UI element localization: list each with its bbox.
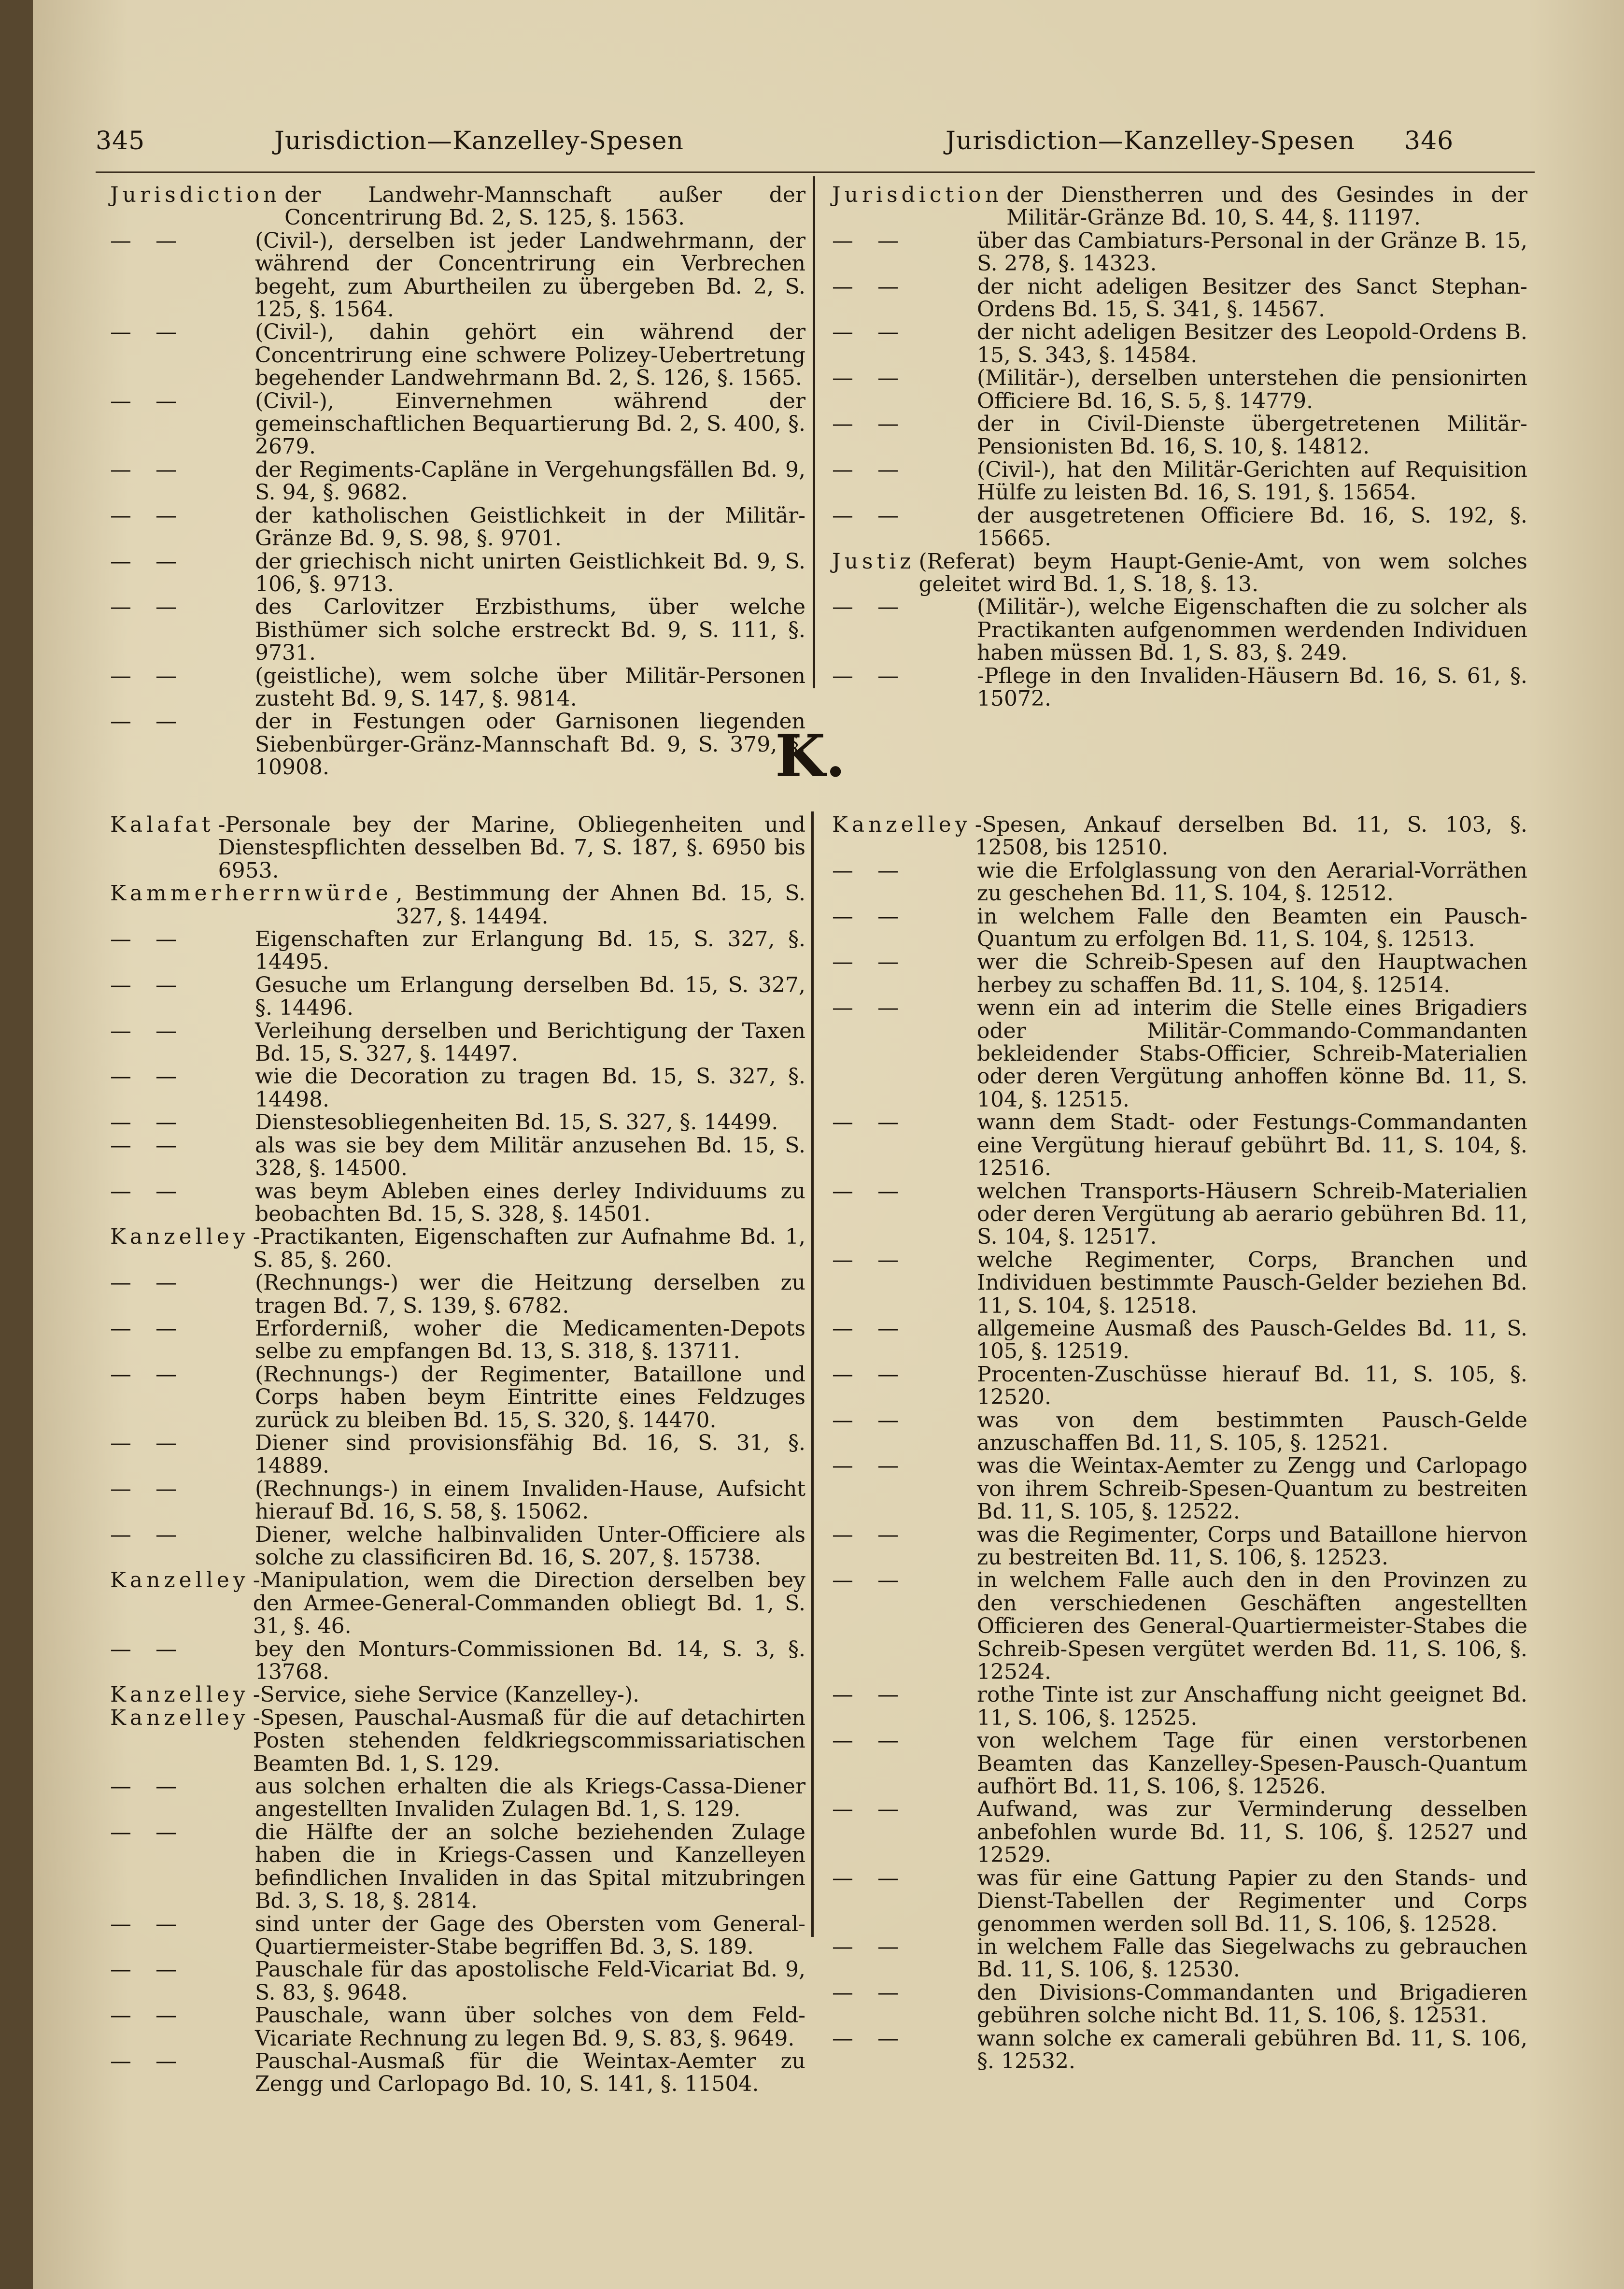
entry-text: (Civil-), dahin gehört ein während der Concentrirung eine schwere Polizey-Uebertretung begehender Landwehrmann Bd. 2, S. 126, §. 1565. (255, 320, 805, 391)
entry-text: welche Regimenter, Corps, Branchen und Individuen bestimmte Pausch-Gelder beziehen Bd. 11, S. 104, §. 12518. (977, 1247, 1527, 1318)
repeat-dash: — — (832, 950, 907, 975)
repeat-dash: — — (110, 1064, 185, 1089)
bottom-column-divider (811, 811, 814, 1937)
entry-text: -Spesen, Pauschal-Ausmaß für die auf detachirten Posten stehenden feldkriegscommissariatischen Beamten Bd. 1, S. 129. (253, 1705, 805, 1776)
repeat-dash: — — (832, 1980, 907, 2005)
repeat-dash: — — (832, 274, 907, 299)
entry-text: in welchem Falle auch den in den Provinzen zu den verschiedenen Geschäften angestellten Officieren des General-Quartiermeister-Stabes die Schreib-Spesen vergütet werden Bd. 11, S. 106, §. 12524. (977, 1568, 1527, 1685)
entry-text: Pauschale, wann über solches von dem Feld-Vicariate Rechnung zu legen Bd. 9, S. 83, §. 9649. (255, 2003, 805, 2051)
entry-text: (Rechnungs-) wer die Heitzung derselben zu tragen Bd. 7, S. 139, §. 6782. (255, 1270, 805, 1318)
repeat-dash: — — (110, 2048, 185, 2074)
index-entry (832, 229, 1527, 275)
entry-text: (Rechnungs-) in einem Invaliden-Hause, Aufsicht hierauf Bd. 16, S. 58, §. 15062. (255, 1476, 805, 1524)
entry-text: Pauschale für das apostolische Feld-Vicariat Bd. 9, S. 83, §. 9648. (255, 1957, 805, 2005)
entry-text: -Pflege in den Invaliden-Häusern Bd. 16, S. 61, §. 15072. (977, 663, 1527, 711)
index-entry (110, 710, 805, 779)
index-entry (832, 1798, 1527, 1866)
entry-text: der in Civil-Dienste übergetretenen Militär-Pensionisten Bd. 16, S. 10, §. 14812. (977, 412, 1527, 459)
index-entry (110, 550, 805, 596)
repeat-dash: — — (832, 995, 907, 1021)
index-entry (832, 905, 1527, 951)
entry-text: rothe Tinte ist zur Anschaffung nicht geeignet Bd. 11, S. 106, §. 12525. (977, 1682, 1527, 1730)
repeat-dash: — — (110, 1362, 185, 1387)
index-entry (110, 1523, 805, 1569)
top-column-divider (813, 176, 815, 688)
index-entry (110, 1569, 805, 1637)
entry-text: wann dem Stadt- oder Festungs-Commandanten eine Vergütung hierauf gebührt Bd. 11, S. 104, §. 12516. (977, 1110, 1527, 1181)
repeat-dash: — — (110, 228, 185, 253)
index-entry (110, 1706, 805, 1775)
index-entry (832, 1569, 1527, 1683)
repeat-dash: — — (832, 457, 907, 482)
index-entry (110, 390, 805, 458)
entry-text: der in Festungen oder Garnisonen liegenden Siebenbürger-Gränz-Mannschaft Bd. 9, S. 379, §. 10908. (255, 709, 805, 780)
entry-text: sind unter der Gage des Obersten vom General-Quartiermeister-Stabe begriffen Bd. 3, S. 189. (255, 1911, 805, 1959)
left-running-title: Jurisdiction—Kanzelley-Spesen (274, 127, 684, 156)
index-entry (110, 321, 805, 389)
index-entry (832, 951, 1527, 996)
entry-text: (Civil-), derselben ist jeder Landwehrmann, der während der Concentrirung ein Verbrechen begeht, zum Aburtheilen zu übergeben Bd. 2, S. 125, §. 1564. (255, 228, 805, 322)
index-entry (110, 1638, 805, 1684)
index-entry (110, 813, 805, 882)
repeat-dash: — — (110, 927, 185, 952)
index-entry (832, 665, 1527, 711)
repeat-dash: — — (832, 858, 907, 883)
index-entry (832, 596, 1527, 664)
index-entry (110, 1775, 805, 1821)
repeat-dash: — — (110, 1911, 185, 1936)
repeat-dash: — — (110, 503, 185, 528)
entry-text: in welchem Falle das Siegelwachs zu gebrauchen Bd. 11, S. 106, §. 12530. (977, 1934, 1527, 1982)
index-entry (832, 1729, 1527, 1798)
repeat-dash: — — (110, 1179, 185, 1204)
index-entry (110, 1225, 805, 1271)
entry-text: der katholischen Geistlichkeit in der Militär-Gränze Bd. 9, S. 98, §. 9701. (255, 503, 805, 551)
entry-text: als was sie bey dem Militär anzusehen Bd. 15, S. 328, §. 14500. (255, 1133, 805, 1181)
left-page-number: 345 (96, 127, 145, 156)
index-entry (832, 275, 1527, 321)
entry-text: , Bestimmung der Ahnen Bd. 15, S. 327, §. 14494. (395, 881, 805, 929)
index-entry (110, 229, 805, 321)
index-entry (832, 184, 1527, 229)
repeat-dash: — — (832, 1453, 907, 1479)
repeat-dash: — — (110, 457, 185, 482)
entry-text: Diener sind provisionsfähig Bd. 16, S. 31, §. 14889. (255, 1430, 805, 1479)
repeat-dash: — — (110, 595, 185, 620)
repeat-dash: — — (832, 1728, 907, 1753)
entry-text: der griechisch nicht unirten Geistlichkeit Bd. 9, S. 106, §. 9713. (255, 549, 805, 597)
index-entry (832, 1454, 1527, 1523)
repeat-dash: — — (110, 1316, 185, 1341)
repeat-dash: — — (832, 1682, 907, 1707)
entry-text: über das Cambiaturs-Personal in der Gränze B. 15, S. 278, §. 14323. (977, 228, 1527, 276)
entry-text: Pauschal-Ausmaß für die Weintax-Aemter zu Zengg und Carlopago Bd. 10, S. 141, §. 11504. (255, 2048, 805, 2097)
entry-text: Gesuche um Erlangung derselben Bd. 15, S. 327, §. 14496. (255, 972, 805, 1021)
entry-keyword: Jurisdiction (832, 183, 1003, 207)
entry-text: der nicht adeligen Besitzer des Sanct Stephan-Ordens Bd. 15, S. 341, §. 14567. (977, 274, 1527, 322)
repeat-dash: — — (832, 1797, 907, 1822)
entry-text: -Service, siehe Service (Kanzelley-). (253, 1682, 640, 1707)
index-entry (110, 1065, 805, 1111)
index-entry (110, 882, 805, 928)
index-entry (832, 458, 1527, 504)
entry-text: in welchem Falle den Beamten ein Pausch-Quantum zu erfolgen Bd. 11, S. 104, §. 12513. (977, 904, 1527, 952)
index-entry (110, 458, 805, 504)
entry-text: (Civil-), Einvernehmen während der gemeinschaftlichen Bequartierung Bd. 2, S. 400, §. 2679. (255, 388, 805, 459)
entry-text: was von dem bestimmten Pausch-Gelde anzuschaffen Bd. 11, S. 105, §. 12521. (977, 1408, 1527, 1455)
index-entry (832, 2027, 1527, 2073)
index-entry (832, 859, 1527, 905)
entry-text: was beym Ableben eines derley Individuums zu beobachten Bd. 15, S. 328, §. 14501. (255, 1179, 805, 1226)
repeat-dash: — — (832, 1179, 907, 1204)
repeat-dash: — — (832, 1934, 907, 1959)
repeat-dash: — — (110, 1820, 185, 1845)
section-letter: K. (775, 722, 846, 790)
bottom-left-column (110, 813, 805, 2096)
entry-text: aus solchen erhalten die als Kriegs-Cassa-Diener angestellten Invaliden Zulagen Bd. 1, S. 129. (255, 1774, 805, 1822)
entry-text: wenn ein ad interim die Stelle eines Brigadiers oder Militär-Commando-Commandanten bekleidender Stabs-Officier, Schreib-Materialien oder deren Vergütung anhoffen könne Bd. 11, S. 104, §. 12515. (977, 995, 1527, 1112)
index-entry (110, 596, 805, 664)
index-entry (110, 1821, 805, 1913)
index-entry (110, 1958, 805, 2004)
repeat-dash: — — (832, 1408, 907, 1433)
index-entry (110, 1363, 805, 1432)
repeat-dash: — — (110, 709, 185, 734)
repeat-dash: — — (110, 663, 185, 688)
entry-text: Aufwand, was zur Verminderung desselben anbefohlen wurde Bd. 11, S. 106, §. 12527 und 12529. (977, 1797, 1527, 1868)
index-entry (110, 1478, 805, 1523)
entry-text: der Landwehr-Mannschaft außer der Concentrirung Bd. 2, S. 125, §. 1563. (284, 183, 805, 230)
index-entry (110, 1020, 805, 1066)
index-entry (110, 1683, 805, 1706)
entry-text: -Spesen, Ankauf derselben Bd. 11, S. 103, §. 12508, bis 12510. (974, 812, 1527, 860)
entry-text: allgemeine Ausmaß des Pausch-Geldes Bd. 11, S. 105, §. 12519. (977, 1316, 1527, 1364)
bottom-right-column (832, 813, 1527, 2073)
entry-keyword: Kalafat (110, 812, 214, 837)
entry-text: von welchem Tage für einen verstorbenen Beamten das Kanzelley-Spesen-Pausch-Quantum aufhört Bd. 11, S. 106, §. 12526. (977, 1728, 1527, 1799)
entry-text: wie die Decoration zu tragen Bd. 15, S. 327, §. 14498. (255, 1064, 805, 1112)
entry-text: (Militär-), derselben unterstehen die pensionirten Officiere Bd. 16, S. 5, §. 14779. (977, 366, 1527, 413)
entry-text: (Militär-), welche Eigenschaften die zu solcher als Practikanten aufgenommen werdenden Individuen haben müssen Bd. 1, S. 83, §. 249. (977, 595, 1527, 666)
entry-text: wer die Schreib-Spesen auf den Hauptwachen herbey zu schaffen Bd. 11, S. 104, §. 12514. (977, 950, 1527, 997)
repeat-dash: — — (110, 388, 185, 413)
index-entry (832, 1683, 1527, 1729)
entry-text: der Dienstherren und des Gesindes in der Militär-Gränze Bd. 10, S. 44, §. 11197. (1006, 183, 1527, 230)
index-entry (110, 1271, 805, 1317)
repeat-dash: — — (110, 1018, 185, 1043)
index-entry (110, 1913, 805, 1959)
repeat-dash: — — (110, 1133, 185, 1158)
entry-text: -Manipulation, wem die Direction derselben bey den Armee-General-Commanden obliegt Bd. 1, S. 31, §. 46. (253, 1568, 805, 1639)
entry-text: den Divisions-Commandanten und Brigadieren gebühren solche nicht Bd. 11, S. 106, §. 12531. (977, 1980, 1527, 2028)
index-entry (110, 504, 805, 550)
index-entry (832, 1180, 1527, 1249)
entry-text: Diener, welche halbinvaliden Unter-Officiere als solche zu classificiren Bd. 16, S. 207, §. 15738. (255, 1522, 805, 1570)
index-entry (832, 1981, 1527, 2027)
entry-keyword: Kanzelley (110, 1705, 249, 1730)
entry-keyword: Kanzelley (832, 812, 971, 837)
entry-keyword: Jurisdiction (110, 183, 281, 207)
entry-text: (Civil-), hat den Militär-Gerichten auf Requisition Hülfe zu leisten Bd. 16, S. 191, §. 15654. (977, 457, 1527, 505)
entry-text: der nicht adeligen Besitzer des Leopold-Ordens B. 15, S. 343, §. 14584. (977, 320, 1527, 368)
index-entry (110, 974, 805, 1020)
repeat-dash: — — (832, 228, 907, 253)
index-entry (832, 1867, 1527, 1935)
entry-keyword: Kanzelley (110, 1568, 249, 1593)
repeat-dash: — — (110, 1774, 185, 1799)
index-entry (110, 665, 805, 711)
repeat-dash: — — (110, 2003, 185, 2028)
index-entry (832, 1363, 1527, 1409)
entry-text: (geistliche), wem solche über Militär-Personen zusteht Bd. 9, S. 147, §. 9814. (255, 663, 805, 711)
entry-text: wie die Erfolglassung von den Aerarial-Vorräthen zu geschehen Bd. 11, S. 104, §. 12512. (977, 858, 1527, 906)
repeat-dash: — — (110, 972, 185, 997)
index-entry (832, 1409, 1527, 1455)
entry-text: -Personale bey der Marine, Obliegenheiten und Dienstespflichten desselben Bd. 7, S. 187, §. 6950 bis 6953. (218, 812, 805, 883)
entry-text: Dienstesobliegenheiten Bd. 15, S. 327, §. 14499. (255, 1110, 778, 1135)
repeat-dash: — — (832, 366, 907, 391)
index-entry (832, 1935, 1527, 1981)
repeat-dash: — — (110, 1430, 185, 1455)
entry-text: was für eine Gattung Papier zu den Stands- und Dienst-Tabellen der Regimenter und Corps genommen werden soll Bd. 11, S. 106, §. 12528. (977, 1865, 1527, 1936)
entry-text: Eigenschaften zur Erlangung Bd. 15, S. 327, §. 14495. (255, 927, 805, 975)
repeat-dash: — — (832, 1110, 907, 1135)
entry-text: welchen Transports-Häusern Schreib-Materialien oder deren Vergütung ab aerario gebühren Bd. 11, S. 104, §. 12517. (977, 1179, 1527, 1250)
repeat-dash: — — (832, 1362, 907, 1387)
entry-text: Verleihung derselben und Berichtigung der Taxen Bd. 15, S. 327, §. 14497. (255, 1018, 805, 1066)
entry-text: des Carlovitzer Erzbisthums, über welche Bisthümer sich solche erstreckt Bd. 9, S. 111, §. 9731. (255, 595, 805, 666)
entry-text: -Practikanten, Eigenschaften zur Aufnahme Bd. 1, S. 85, §. 260. (253, 1224, 805, 1272)
index-entry (110, 2004, 805, 2050)
index-entry (110, 1111, 805, 1134)
repeat-dash: — — (832, 1247, 907, 1272)
repeat-dash: — — (832, 1316, 907, 1341)
index-entry (110, 1432, 805, 1478)
index-entry (832, 813, 1527, 859)
top-right-column (832, 184, 1527, 710)
top-left-column (110, 184, 805, 779)
index-entry (832, 321, 1527, 367)
index-entry (110, 928, 805, 974)
repeat-dash: — — (110, 1636, 185, 1662)
repeat-dash: — — (110, 1957, 185, 1982)
index-entry (832, 1111, 1527, 1180)
entry-text: was die Weintax-Aemter zu Zengg und Carlopago von ihrem Schreib-Spesen-Quantum zu bestreiten Bd. 11, S. 105, §. 12522. (977, 1453, 1527, 1524)
entry-text: der Regiments-Capläne in Vergehungsfällen Bd. 9, S. 94, §. 9682. (255, 457, 805, 505)
repeat-dash: — — (832, 412, 907, 437)
repeat-dash: — — (832, 904, 907, 929)
entry-text: Procenten-Zuschüsse hierauf Bd. 11, S. 105, §. 12520. (977, 1362, 1527, 1410)
entry-keyword: Justiz (832, 549, 915, 574)
entry-keyword: Kammerherrnwürde (110, 881, 392, 906)
index-entry (832, 1249, 1527, 1317)
index-entry (832, 367, 1527, 412)
header-rule (96, 171, 1535, 173)
index-entry (110, 2050, 805, 2096)
index-entry (110, 1180, 805, 1226)
index-entry (832, 504, 1527, 550)
repeat-dash: — — (832, 320, 907, 345)
repeat-dash: — — (110, 1522, 185, 1547)
entry-text: der ausgetretenen Officiere Bd. 16, S. 192, §. 15665. (977, 503, 1527, 551)
index-entry (832, 550, 1527, 596)
entry-text: die Hälfte der an solche beziehenden Zulage haben die in Kriegs-Cassen und Kanzelleyen befindlichen Invaliden in das Spital mitzubringen Bd. 3, S. 18, §. 2814. (255, 1820, 805, 1914)
index-entry (832, 1523, 1527, 1569)
book-page (33, 0, 1624, 2289)
entry-text: wann solche ex camerali gebühren Bd. 11, S. 106, §. 12532. (977, 2026, 1527, 2074)
entry-keyword: Kanzelley (110, 1224, 249, 1250)
index-entry (110, 184, 805, 229)
repeat-dash: — — (832, 595, 907, 620)
entry-text: Erforderniß, woher die Medicamenten-Depots selbe zu empfangen Bd. 13, S. 318, §. 13711. (255, 1316, 805, 1364)
repeat-dash: — — (832, 1865, 907, 1891)
entry-keyword: Kanzelley (110, 1682, 249, 1707)
repeat-dash: — — (832, 1522, 907, 1547)
repeat-dash: — — (110, 549, 185, 574)
right-running-title: Jurisdiction—Kanzelley-Spesen (946, 127, 1355, 156)
repeat-dash: — — (832, 1568, 907, 1593)
index-entry (110, 1317, 805, 1363)
repeat-dash: — — (110, 1110, 185, 1135)
index-entry (832, 412, 1527, 458)
repeat-dash: — — (110, 1270, 185, 1295)
index-entry (832, 1317, 1527, 1363)
repeat-dash: — — (110, 1476, 185, 1501)
repeat-dash: — — (832, 503, 907, 528)
repeat-dash: — — (832, 2026, 907, 2051)
entry-text: bey den Monturs-Commissionen Bd. 14, S. 3, §. 13768. (255, 1636, 805, 1685)
entry-text: was die Regimenter, Corps und Bataillone hiervon zu bestreiten Bd. 11, S. 106, §. 12523. (977, 1522, 1527, 1570)
index-entry (110, 1134, 805, 1180)
right-page-number: 346 (1404, 127, 1454, 156)
entry-text: (Referat) beym Haupt-Genie-Amt, von wem solches geleitet wird Bd. 1, S. 18, §. 13. (918, 549, 1527, 597)
entry-text: (Rechnungs-) der Regimenter, Bataillone und Corps haben beym Eintritte eines Feldzuges zurück zu bleiben Bd. 15, S. 320, §. 14470. (255, 1362, 805, 1433)
repeat-dash: — — (110, 320, 185, 345)
repeat-dash: — — (832, 663, 907, 688)
index-entry (832, 996, 1527, 1111)
